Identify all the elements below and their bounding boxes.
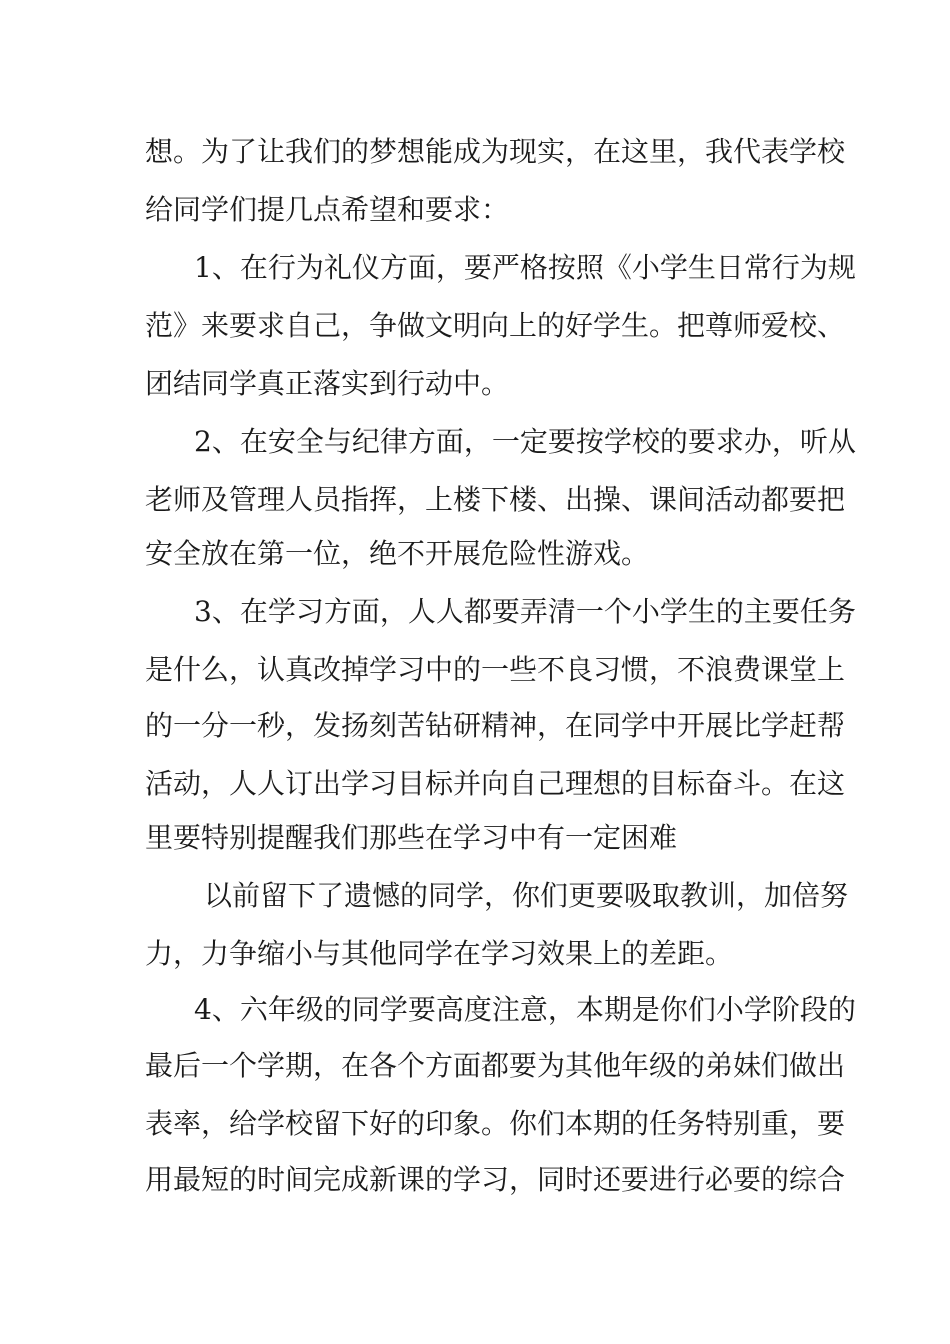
text-line: 里要特别提醒我们那些在学习中有一定困难	[145, 821, 678, 854]
text-line: 活动，人人订出学习目标并向自己理想的目标奋斗。在这	[145, 767, 846, 800]
text-line: 范》来要求自己，争做文明向上的好学生。把尊师爱校、	[145, 309, 846, 342]
text-line: 是什么，认真改掉学习中的一些不良习惯，不浪费课堂上	[145, 653, 846, 686]
text-line: 3、在学习方面，人人都要弄清一个小学生的主要任务	[194, 595, 856, 628]
text-line: 表率，给学校留下好的印象。你们本期的任务特别重，要	[145, 1107, 846, 1140]
text-line: 老师及管理人员指挥，上楼下楼、出操、课间活动都要把	[145, 483, 846, 516]
text-line: 团结同学真正落实到行动中。	[145, 367, 510, 400]
text-line: 最后一个学期，在各个方面都要为其他年级的弟妹们做出	[145, 1049, 846, 1082]
text-line: 4、六年级的同学要高度注意，本期是你们小学阶段的	[194, 993, 856, 1026]
text-line: 力，力争缩小与其他同学在学习效果上的差距。	[145, 937, 734, 970]
text-line: 安全放在第一位，绝不开展危险性游戏。	[145, 537, 650, 570]
text-line: 给同学们提几点希望和要求：	[145, 193, 510, 226]
text-line: 的一分一秒，发扬刻苦钻研精神，在同学中开展比学赶帮	[145, 709, 846, 742]
text-line: 2、在安全与纪律方面，一定要按学校的要求办，听从	[194, 425, 856, 458]
text-line: 想。为了让我们的梦想能成为现实，在这里，我代表学校	[145, 135, 846, 168]
text-line: 1、在行为礼仪方面，要严格按照《小学生日常行为规	[194, 251, 856, 284]
text-line: 以前留下了遗憾的同学，你们更要吸取教训，加倍努	[204, 879, 849, 912]
text-line: 用最短的时间完成新课的学习，同时还要进行必要的综合	[145, 1163, 846, 1196]
